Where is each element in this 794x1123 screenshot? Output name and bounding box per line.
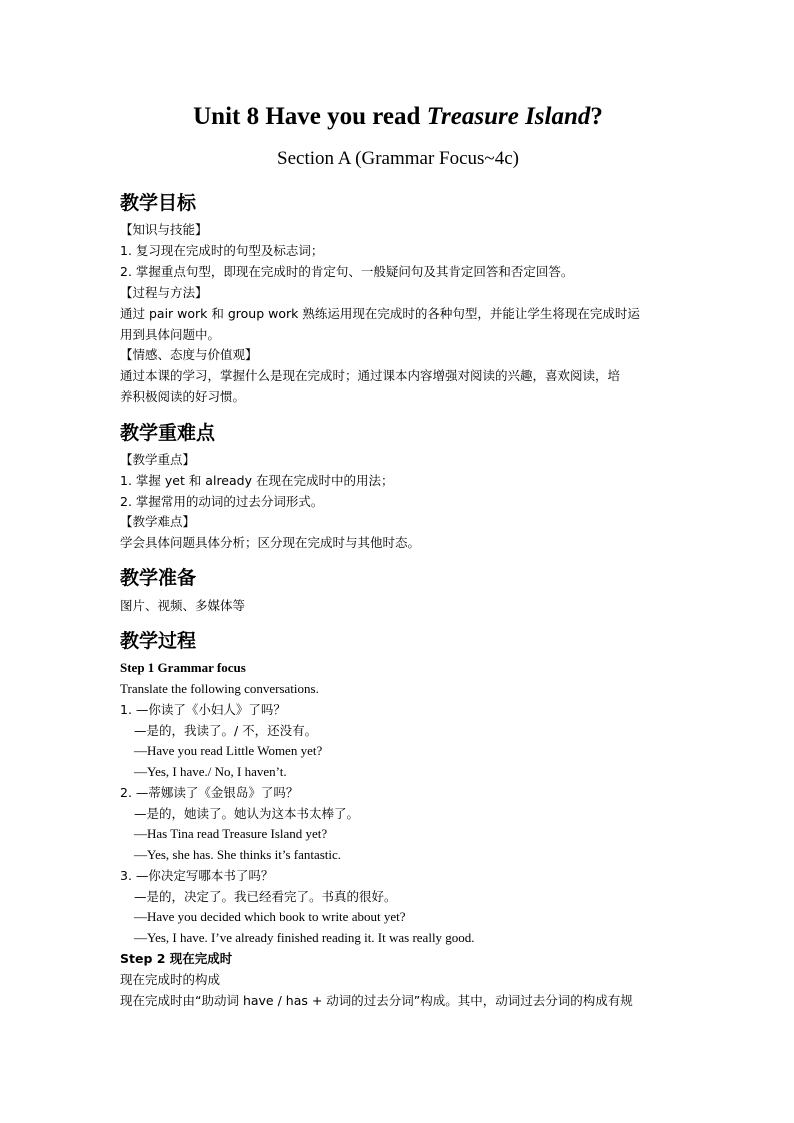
step2-heading: Step 2 现在完成时 <box>120 951 233 966</box>
title-main: Unit 8 Have you read <box>193 103 427 130</box>
conversation-3-answer-en: —Yes, I have. I’ve already finished reading it. It was really good. <box>134 930 475 945</box>
focus-heading: 【教学重点】 <box>120 452 196 467</box>
step2-subheading: 现在完成时的构成 <box>120 972 221 987</box>
knowledge-item-2: 2. 掌握重点句型，即现在完成时的肯定句、一般疑问句及其肯定回答和否定回答。 <box>120 264 574 279</box>
emotion-heading: 【情感、态度与价值观】 <box>120 347 258 362</box>
conversation-2-answer-en: —Yes, she has. She thinks it’s fantastic. <box>134 847 342 862</box>
section-heading-objectives: 教学目标 <box>120 192 197 214</box>
conversation-3-question-cn: 3. —你决定写哪本书了吗？ <box>120 868 274 883</box>
difficulty-text: 学会具体问题具体分析；区分现在完成时与其他时态。 <box>120 535 421 550</box>
step1-instruction: Translate the following conversations. <box>120 681 319 696</box>
section-heading-key-points: 教学重难点 <box>120 422 216 444</box>
emotion-text-line-1: 通过本课的学习，掌握什么是现在完成时；通过课本内容增强对阅读的兴趣，喜欢阅读，培 <box>120 368 621 383</box>
conversation-2-question-cn: 2. —蒂娜读了《金银岛》了吗？ <box>120 785 299 800</box>
section-heading-process: 教学过程 <box>120 630 197 652</box>
document-title <box>120 103 676 131</box>
emotion-text-line-2: 养积极阅读的好习惯。 <box>120 389 246 404</box>
method-text-line-2: 用到具体问题中。 <box>120 327 221 342</box>
document-subtitle: Section A (Grammar Focus~4c) <box>277 148 519 169</box>
difficulty-heading: 【教学难点】 <box>120 514 196 529</box>
conversation-1-question-cn: 1. —你读了《小妇人》了吗？ <box>120 702 286 717</box>
preparation-text: 图片、视频、多媒体等 <box>120 598 246 613</box>
step1-heading: Step 1 Grammar focus <box>120 660 246 675</box>
conversation-2-answer-cn: —是的，她读了。她认为这本书太棒了。 <box>134 806 360 821</box>
focus-item-2: 2. 掌握常用的动词的过去分词形式。 <box>120 494 324 509</box>
conversation-3-answer-cn: —是的，决定了。我已经看完了。书真的很好。 <box>134 889 397 904</box>
title-end: ? <box>590 103 603 130</box>
title-book-name: Treasure Island <box>426 103 591 130</box>
conversation-1-question-en: —Have you read Little Women yet? <box>134 743 323 758</box>
knowledge-item-1: 1. 复习现在完成时的句型及标志词； <box>120 243 324 258</box>
conversation-2-question-en: —Has Tina read Treasure Island yet? <box>134 826 328 841</box>
method-text-line-1: 通过 pair work 和 group work 熟练运用现在完成时的各种句型，并能让学生将现在完成时运 <box>120 306 640 321</box>
conversation-1-answer-cn: —是的，我读了。/ 不，还没有。 <box>134 723 318 738</box>
section-heading-preparation: 教学准备 <box>120 567 197 589</box>
step2-text: 现在完成时由“助动词 have / has + 动词的过去分词”构成。其中，动词过去分词的构成有规 <box>120 993 633 1008</box>
method-heading: 【过程与方法】 <box>120 285 208 300</box>
conversation-1-answer-en: —Yes, I have./ No, I haven’t. <box>134 764 287 779</box>
focus-item-1: 1. 掌握 yet 和 already 在现在完成时中的用法； <box>120 473 394 488</box>
knowledge-heading: 【知识与技能】 <box>120 222 208 237</box>
conversation-3-question-en: —Have you decided which book to write about yet? <box>134 909 406 924</box>
